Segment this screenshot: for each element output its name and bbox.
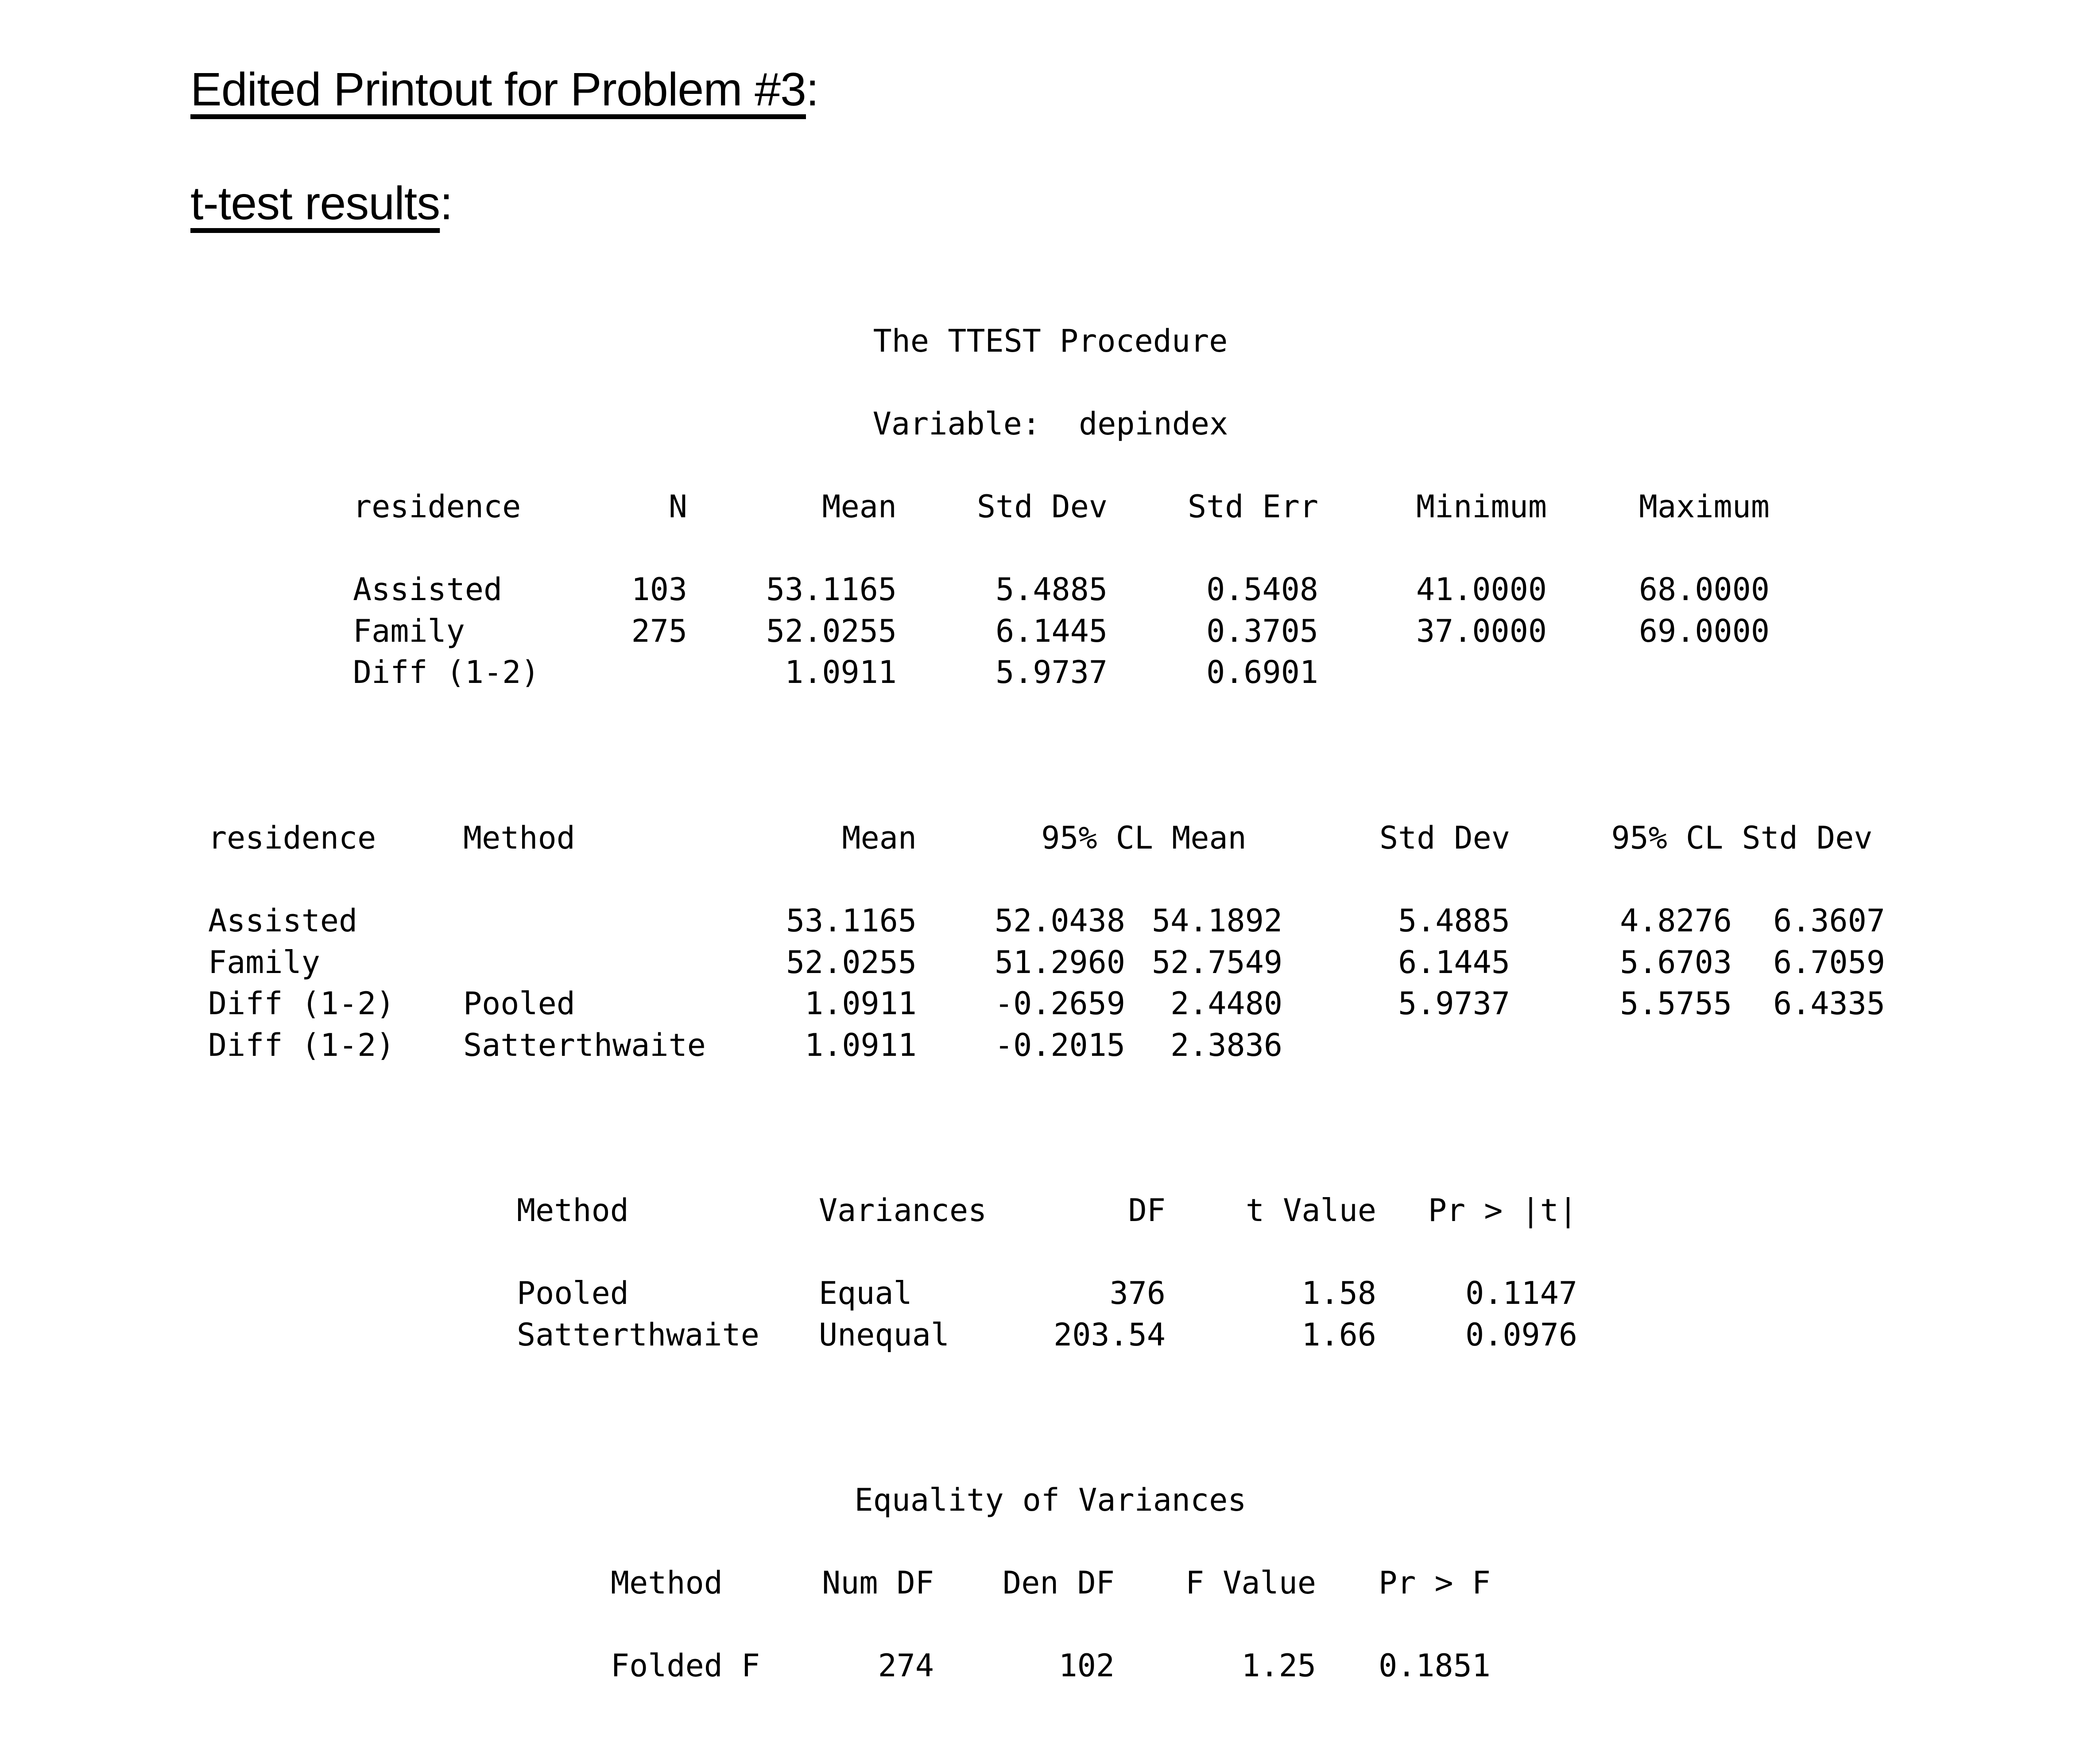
column-header-p-value: Pr > |t| bbox=[1428, 1192, 1577, 1229]
cell-cl-std-dev-low bbox=[1510, 1025, 1732, 1066]
column-header-maximum: Maximum bbox=[1638, 488, 1770, 525]
table-row bbox=[208, 942, 1885, 984]
cell-df: 203.54 bbox=[1053, 1316, 1166, 1353]
cell-method: Folded F bbox=[611, 1648, 760, 1684]
table-header-row bbox=[208, 818, 1885, 859]
page-subtitle bbox=[190, 177, 453, 229]
summary-statistics-table bbox=[353, 486, 1770, 694]
cell-cl-mean-low: 52.0438 bbox=[994, 903, 1125, 939]
variable-label: Variable: bbox=[872, 406, 1041, 442]
table-header-row bbox=[611, 1562, 1491, 1604]
cell-cl-std-dev-low: 5.5755 bbox=[1620, 985, 1732, 1022]
cell-t-value: 1.58 bbox=[1301, 1275, 1376, 1311]
column-header-std-dev: Std Dev bbox=[1379, 820, 1510, 856]
cell-mean: 1.0911 bbox=[785, 654, 897, 690]
cell-variances: Unequal bbox=[819, 1316, 950, 1353]
cell-std-dev: 5.9737 bbox=[995, 654, 1108, 690]
column-header-f-value: F Value bbox=[1185, 1565, 1316, 1601]
cell-num-df: 274 bbox=[878, 1648, 934, 1684]
cell-std-err: 0.6901 bbox=[1206, 654, 1318, 690]
cell-p-value: 0.0976 bbox=[1465, 1316, 1577, 1353]
cell-cl-mean-low: 51.2960 bbox=[994, 944, 1125, 981]
cell-residence: Family bbox=[353, 613, 465, 649]
cell-cl-mean-high: 2.3836 bbox=[1170, 1027, 1282, 1063]
variable-name: depindex bbox=[1079, 406, 1228, 442]
cell-den-df: 102 bbox=[1058, 1648, 1115, 1684]
cell-df: 376 bbox=[1109, 1275, 1166, 1311]
cell-std-dev: 5.9737 bbox=[1398, 985, 1510, 1022]
table-row bbox=[353, 611, 1770, 652]
cell-variances: Equal bbox=[819, 1275, 912, 1311]
spacer-row bbox=[517, 1232, 1577, 1273]
cell-mean: 53.1165 bbox=[786, 903, 917, 939]
column-header-method: Method bbox=[611, 1565, 723, 1601]
cell-cl-mean-low: -0.2659 bbox=[994, 985, 1125, 1022]
cell-mean: 53.1165 bbox=[766, 571, 897, 608]
cell-residence: Diff (1-2) bbox=[208, 1027, 395, 1063]
table-row bbox=[517, 1273, 1577, 1314]
cell-std-dev: 6.1445 bbox=[1398, 944, 1510, 981]
cell-residence: Diff (1-2) bbox=[208, 985, 395, 1022]
cell-f-value: 1.25 bbox=[1241, 1648, 1316, 1684]
cell-cl-std-dev-high: 6.3607 bbox=[1773, 903, 1885, 939]
column-header-cl-std-dev: 95% CL Std Dev bbox=[1611, 820, 1873, 856]
equality-of-variances-title: Equality of Variances bbox=[854, 1482, 1247, 1518]
cell-t-value: 1.66 bbox=[1301, 1316, 1376, 1353]
cell-minimum: 41.0000 bbox=[1416, 571, 1547, 608]
cell-std-dev: 5.4885 bbox=[995, 571, 1108, 608]
table-header-row bbox=[517, 1190, 1577, 1232]
cell-cl-mean-low: -0.2015 bbox=[994, 1027, 1125, 1063]
cell-cl-mean-high: 54.1892 bbox=[1151, 903, 1282, 939]
cell-n bbox=[557, 652, 687, 694]
cell-std-dev: 6.1445 bbox=[995, 613, 1108, 649]
cell-p-value: 0.1851 bbox=[1379, 1648, 1491, 1684]
page-subtitle-text: t-test results bbox=[190, 177, 440, 229]
cell-mean: 1.0911 bbox=[805, 985, 917, 1022]
spacer-row bbox=[208, 859, 1885, 901]
cell-n: 103 bbox=[631, 571, 687, 608]
cell-method: Pooled bbox=[517, 1275, 629, 1311]
table-row bbox=[208, 1025, 1885, 1066]
column-header-mean: Mean bbox=[842, 820, 917, 856]
table-row bbox=[517, 1314, 1577, 1356]
page-title bbox=[190, 63, 819, 116]
procedure-title: The TTEST Procedure bbox=[873, 323, 1228, 359]
cell-method: Satterthwaite bbox=[463, 1027, 706, 1063]
variable-line bbox=[12, 403, 2076, 445]
column-header-minimum: Minimum bbox=[1416, 488, 1547, 525]
cell-std-err: 0.3705 bbox=[1206, 613, 1318, 649]
column-header-p-value: Pr > F bbox=[1379, 1565, 1491, 1601]
column-header-cl-mean: 95% CL Mean bbox=[1041, 820, 1247, 856]
cell-cl-std-dev-high bbox=[1732, 1025, 1885, 1066]
cell-cl-std-dev-high: 6.4335 bbox=[1773, 985, 1885, 1022]
equality-of-variances-table bbox=[611, 1562, 1491, 1687]
cell-minimum bbox=[1318, 652, 1547, 694]
cell-maximum bbox=[1547, 652, 1770, 694]
cell-method bbox=[463, 900, 729, 942]
column-header-mean: Mean bbox=[822, 488, 897, 525]
spacer-row bbox=[611, 1604, 1491, 1646]
cell-cl-mean-high: 52.7549 bbox=[1151, 944, 1282, 981]
page-title-colon: : bbox=[806, 63, 819, 116]
column-header-std-dev: Std Dev bbox=[976, 488, 1108, 525]
cell-residence: Diff (1-2) bbox=[353, 654, 540, 690]
cell-cl-mean-high: 2.4480 bbox=[1170, 985, 1282, 1022]
cell-p-value: 0.1147 bbox=[1465, 1275, 1577, 1311]
column-header-std-err: Std Err bbox=[1187, 488, 1318, 525]
table-row bbox=[353, 652, 1770, 694]
cell-minimum: 37.0000 bbox=[1416, 613, 1547, 649]
column-header-df: DF bbox=[1128, 1192, 1166, 1229]
column-header-residence: residence bbox=[208, 820, 376, 856]
table-header-row bbox=[353, 486, 1770, 528]
cell-cl-std-dev-low: 4.8276 bbox=[1620, 903, 1732, 939]
column-header-den-df: Den DF bbox=[1003, 1565, 1115, 1601]
cell-n: 275 bbox=[631, 613, 687, 649]
cell-residence: Family bbox=[208, 944, 320, 981]
cell-method bbox=[463, 942, 729, 984]
cell-method: Pooled bbox=[463, 985, 575, 1022]
cell-std-dev bbox=[1282, 1025, 1510, 1066]
cell-method: Satterthwaite bbox=[517, 1316, 759, 1353]
table-row bbox=[208, 900, 1885, 942]
column-header-t-value: t Value bbox=[1245, 1192, 1376, 1229]
column-header-residence: residence bbox=[353, 488, 521, 525]
cell-maximum: 69.0000 bbox=[1638, 613, 1770, 649]
t-tests-table bbox=[517, 1190, 1577, 1356]
column-header-n: N bbox=[668, 488, 687, 525]
cell-cl-std-dev-high: 6.7059 bbox=[1773, 944, 1885, 981]
spacer-row bbox=[353, 528, 1770, 570]
column-header-num-df: Num DF bbox=[822, 1565, 934, 1601]
page-title-text: Edited Printout for Problem #3 bbox=[190, 63, 806, 116]
cell-cl-std-dev-low: 5.6703 bbox=[1620, 944, 1732, 981]
table-row bbox=[208, 983, 1885, 1025]
confidence-limits-table bbox=[208, 818, 1885, 1066]
column-header-method: Method bbox=[517, 1192, 629, 1229]
cell-std-err: 0.5408 bbox=[1206, 571, 1318, 608]
cell-mean: 52.0255 bbox=[766, 613, 897, 649]
column-header-variances: Variances bbox=[819, 1192, 987, 1229]
cell-mean: 1.0911 bbox=[805, 1027, 917, 1063]
page-subtitle-colon: : bbox=[440, 177, 453, 229]
table-row bbox=[611, 1645, 1491, 1687]
cell-maximum: 68.0000 bbox=[1638, 571, 1770, 608]
cell-residence: Assisted bbox=[208, 903, 358, 939]
cell-mean: 52.0255 bbox=[786, 944, 917, 981]
cell-std-dev: 5.4885 bbox=[1398, 903, 1510, 939]
column-header-method: Method bbox=[463, 820, 575, 856]
cell-residence: Assisted bbox=[353, 571, 503, 608]
table-row bbox=[353, 569, 1770, 611]
